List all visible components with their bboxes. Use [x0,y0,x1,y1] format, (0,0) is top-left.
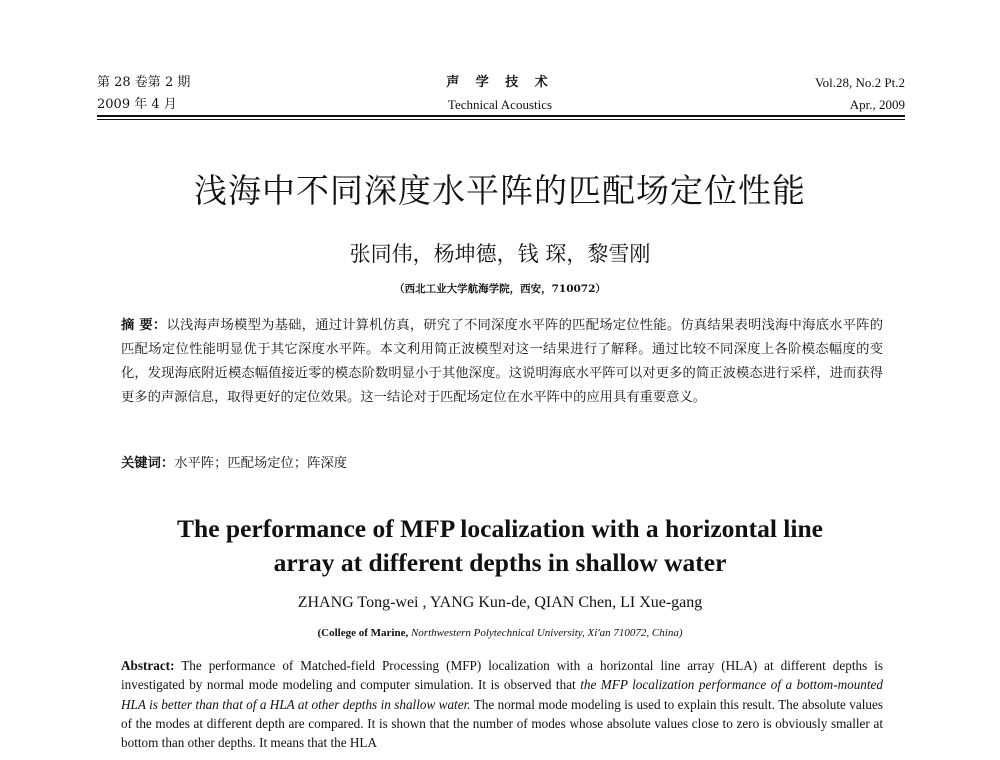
abstract-cn-label: 摘 要： [121,318,167,333]
paper-title-en [0,512,1000,580]
header-rule-thin [97,119,905,120]
volume-cn: 第 28 卷第 2 期 [97,75,191,90]
affiliation-en [0,627,1000,639]
abstract-cn-text: 以浅海声场模型为基础，通过计算机仿真，研究了不同深度水平阵的匹配场定位性能。仿真结果表明浅海中海底水平阵的匹配场定位性能明显优于其它深度水平阵。本文利用简正波模型对这一结果进行了解释。通过比较不同深度上各阶模态幅度的变化，发现海底附近模态幅值接近零的模态阶数明显小于其他深度。这说明海底水平阵可以对更多的简正波模态进行采样，进而获得更多的声源信息，取得更好的定位效果。这一结论对于匹配场定位在水平阵中的应用具有重要意义。 [121,318,883,405]
journal-name-block [430,72,570,116]
paper-title-en-line1: The performance of MFP localization with a horizontal line [177,514,823,543]
affiliation-en-org: (College of Marine, [317,627,409,639]
date-cn: 2009 年 4 月 [97,97,177,112]
journal-name-en: Technical Acoustics [447,97,553,112]
date-en: Apr., 2009 [849,97,905,112]
paper-title-cn: 浅海中不同深度水平阵的匹配场定位性能 [194,171,806,210]
authors-cn: 张同伟，杨坤德，钱 琛，黎雪刚 [349,242,651,266]
keywords-cn-label: 关键词： [121,456,175,471]
journal-name-cn: 声 学 技 术 [446,75,554,90]
abstract-en-part1: The performance of Matched-field Processing (MFP) localization with a horizontal line array (HLA) at different depths is investigated by normal mode modeling and computer simulation. It is observed that [121,658,883,693]
keywords-cn-text: 水平阵；匹配场定位；阵深度 [174,456,348,471]
journal-volume-en-block [815,72,905,116]
abstract-cn [121,314,883,410]
header-rule [97,115,905,117]
abstract-en-italic: the MFP localization performance of a bottom-mounted HLA is better than that of a HLA at other depths in shallow water. [121,677,884,712]
paper-title-en-line2: array at different depths in shallow water [273,548,727,577]
keywords-cn [121,452,347,471]
abstract-en [121,656,883,752]
authors-en: ZHANG Tong-wei , YANG Kun-de, QIAN Chen, LI Xue-gang [297,594,703,611]
affiliation-en-rest: Northwestern Polytechnical University, Xi'an 710072, China) [410,627,683,639]
volume-en: Vol.28, No.2 Pt.2 [814,75,905,90]
abstract-en-part2: The normal mode modeling is used to explain this result. The absolute values of the modes at different depth are compared. It is shown that the number of modes whose absolute values close to zero is obviously smaller at bottom than other depths. It means that the HLA [121,696,883,751]
abstract-en-label: Abstract: [121,658,175,673]
affiliation-cn: （西北工业大学航海学院，西安，710072） [394,283,606,295]
journal-volume-cn-block [97,72,190,116]
